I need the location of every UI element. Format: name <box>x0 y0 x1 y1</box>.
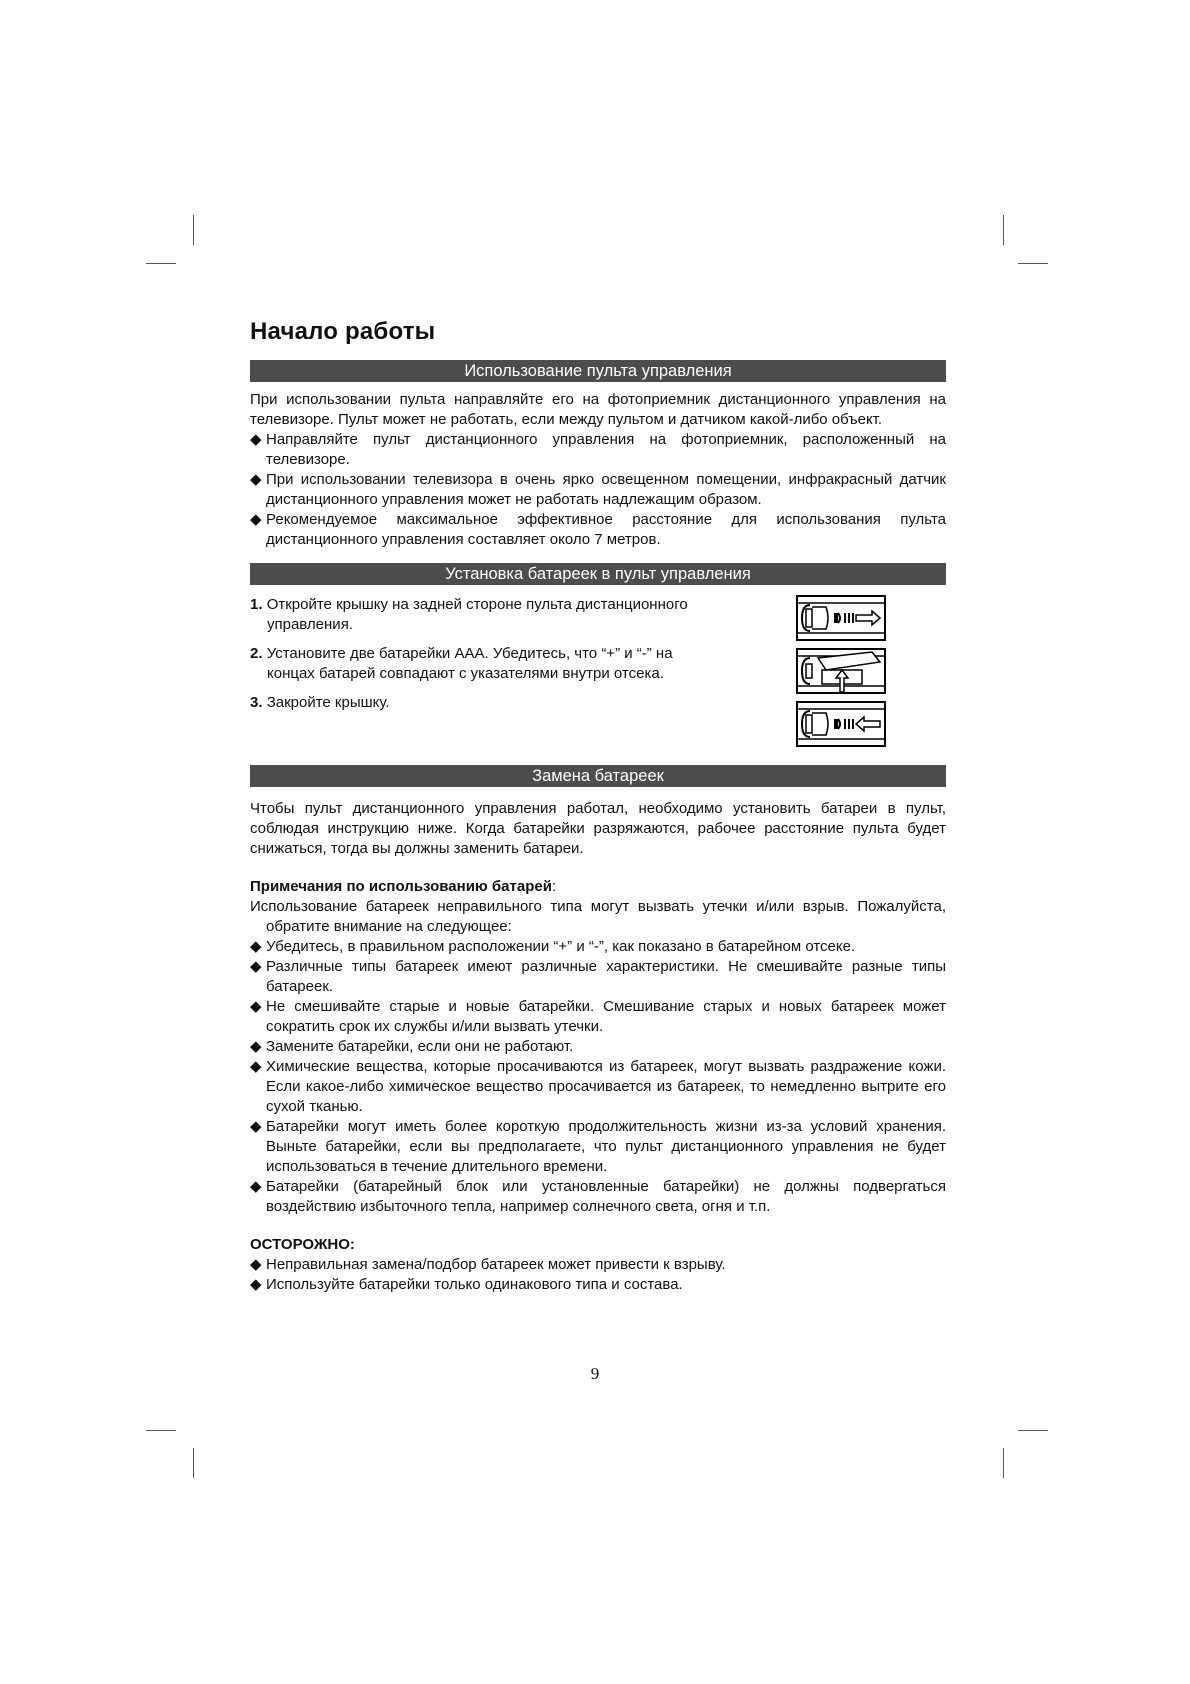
insert-batteries-icon <box>796 648 886 694</box>
caution-bullets <box>250 1255 946 1295</box>
list-item: ◆ При использовании телевизора в очень ярко освещенном помещении, инфракрасный датчик дистанционного управления может не работать надлежащим образом. <box>250 471 946 508</box>
list-item: ◆ Не смешивайте старые и новые батарейки. Смешивание старых и новых батареек может сократить срок их службы и/или вызвать утечки. <box>250 998 946 1035</box>
step-item: 2. Установите две батарейки AAA. Убедитесь, что “+” и “-” на концах батарей совпадают с указателями внутри отсека. <box>250 645 673 682</box>
open-cover-icon <box>796 595 886 641</box>
bullet-marker: ◆ <box>250 1178 262 1195</box>
crop-mark <box>146 263 176 264</box>
close-cover-icon <box>796 701 886 747</box>
step-item: 3. Закройте крышку. <box>250 694 390 711</box>
page-title: Начало работы <box>250 318 436 345</box>
notes-bullets <box>250 937 946 1217</box>
crop-mark <box>193 1448 194 1478</box>
bullet-marker: ◆ <box>250 1058 262 1075</box>
replacement-paragraph: Чтобы пульт дистанционного управления работал, необходимо установить батареи в пульт, соблюдая инструкцию ниже. Когда батарейки разряжаются, рабочее расстояние пульта будет снижаться, тогда вы должны заменить батареи. <box>250 800 946 857</box>
notes-heading: Примечания по использованию батарей: <box>250 878 557 895</box>
caution-heading: ОСТОРОЖНО: <box>250 1236 355 1253</box>
list-item: ◆ Убедитесь, в правильном расположении “+” и “-”, как показано в батарейном отсеке. <box>250 938 856 955</box>
bullet-marker: ◆ <box>250 958 262 975</box>
page-number: 9 <box>590 1364 600 1383</box>
crop-mark <box>193 215 194 245</box>
bullet-marker: ◆ <box>250 1118 262 1135</box>
list-item: ◆ Различные типы батареек имеют различные характеристики. Не смешивайте разные типы батареек. <box>250 958 946 995</box>
bullet-marker: ◆ <box>250 998 262 1015</box>
battery-illustrations <box>796 595 886 754</box>
list-item: ◆ Рекомендуемое максимальное эффективное расстояние для использования пульта дистанционного управления составляет около 7 метров. <box>250 511 946 548</box>
crop-mark <box>1003 1448 1004 1478</box>
crop-mark <box>1018 1430 1048 1431</box>
bullet-marker: ◆ <box>250 511 262 528</box>
section-heading-remote-usage: Использование пульта управления <box>250 360 946 382</box>
bullet-marker: ◆ <box>250 431 262 448</box>
crop-mark <box>1018 263 1048 264</box>
bullet-marker: ◆ <box>250 1276 262 1293</box>
battery-install-steps <box>250 595 946 765</box>
bullet-marker: ◆ <box>250 1256 262 1273</box>
list-item: ◆ Батарейки могут иметь более короткую продолжительность жизни из-за условий хранения. Выньте батарейки, если вы предполагаете, что пульт дистанционного управления не будет использоваться в течение длительного времени. <box>250 1118 946 1175</box>
crop-mark <box>146 1430 176 1431</box>
list-item: ◆ Используйте батарейки только одинакового типа и состава. <box>250 1276 683 1293</box>
remote-usage-bullets <box>250 430 946 550</box>
notes-intro: Использование батареек неправильного типа могут вызвать утечки и/или взрыв. Пожалуйста, обратите внимание на следующее: <box>250 898 946 935</box>
remote-usage-paragraph: При использовании пульта направляйте его на фотоприемник дистанционного управления на телевизоре. Пульт может не работать, если между пультом и датчиком какой-либо объект. <box>250 391 946 428</box>
list-item: ◆ Замените батарейки, если они не работают. <box>250 1038 574 1055</box>
list-item: ◆ Неправильная замена/подбор батареек может привести к взрыву. <box>250 1256 726 1273</box>
section-heading-battery-replacement: Замена батареек <box>250 765 946 787</box>
bullet-marker: ◆ <box>250 938 262 955</box>
crop-mark <box>1003 215 1004 245</box>
list-item: ◆ Батарейки (батарейный блок или установленные батарейки) не должны подвергаться воздействию избыточного тепла, например солнечного света, огня и т.п. <box>250 1178 946 1215</box>
page-content <box>250 318 946 1295</box>
bullet-marker: ◆ <box>250 1038 262 1055</box>
list-item: ◆ Направляйте пульт дистанционного управления на фотоприемник, расположенный на телевизоре. <box>250 431 946 468</box>
step-item: 1. Откройте крышку на задней стороне пульта дистанционного управления. <box>250 596 688 633</box>
section-heading-battery-install: Установка батареек в пульт управления <box>250 563 946 585</box>
bullet-marker: ◆ <box>250 471 262 488</box>
list-item: ◆ Химические вещества, которые просачиваются из батареек, могут вызвать раздражение кожи. Если какое-либо химическое вещество просачивается из батареек, то немедленно вытрите его сухой тканью. <box>250 1058 946 1115</box>
